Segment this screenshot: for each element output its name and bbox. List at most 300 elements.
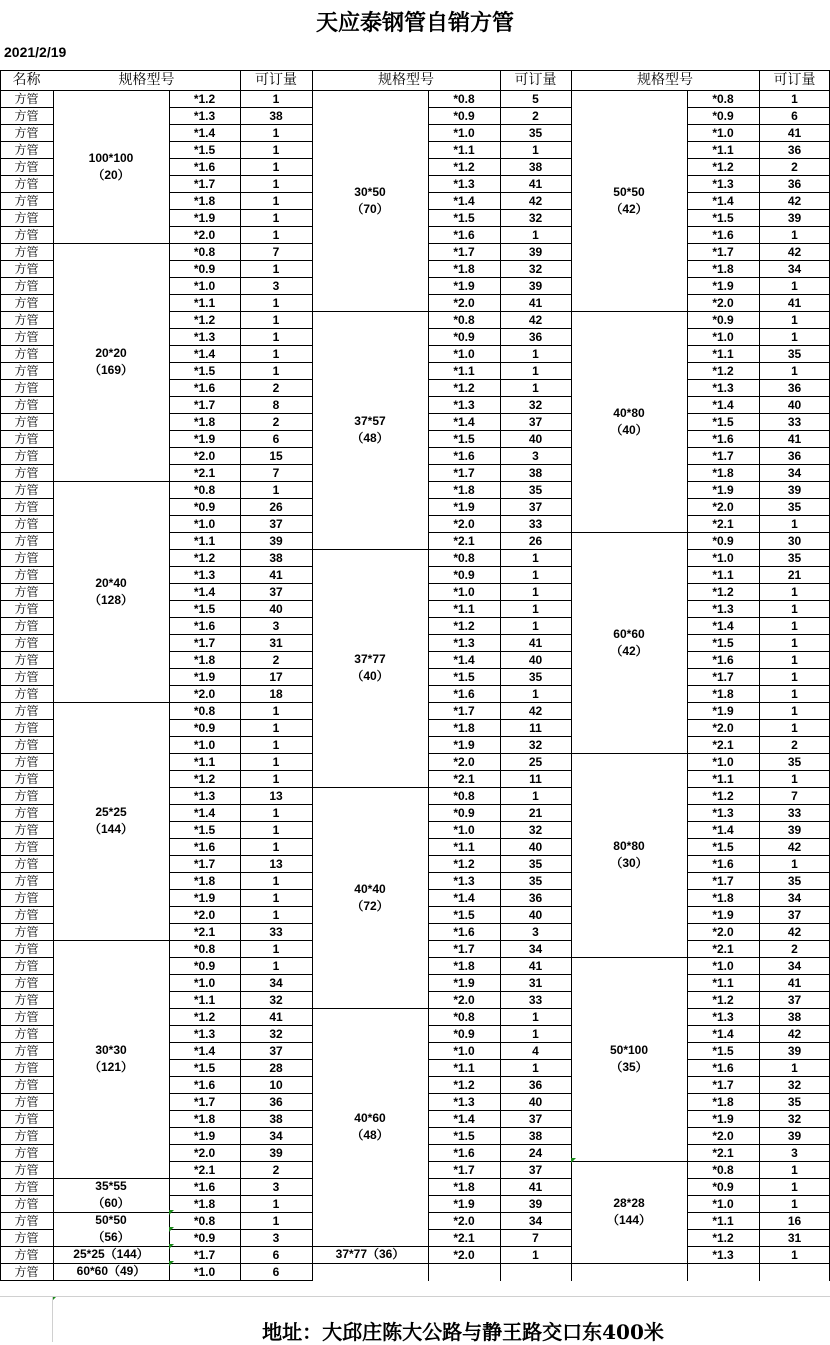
- qty-cell: 39: [787, 210, 802, 225]
- thickness-cell: *1.5: [453, 210, 475, 225]
- thickness-cell: *1.6: [193, 1077, 216, 1092]
- row-name: 方管: [14, 975, 39, 990]
- qty-cell: 36: [787, 142, 802, 157]
- thickness-cell: *1.9: [193, 890, 216, 905]
- qty-cell: 34: [787, 890, 802, 905]
- qty-cell: 1: [272, 754, 280, 769]
- qty-cell: 40: [787, 397, 802, 412]
- row-name: 方管: [14, 754, 39, 769]
- grid-line: [0, 1093, 54, 1094]
- qty-cell: 1: [272, 703, 280, 718]
- qty-cell: 3: [532, 448, 539, 463]
- qty-cell: 25: [528, 754, 543, 769]
- qty-cell: 35: [787, 1094, 802, 1109]
- grid-line: [0, 158, 54, 159]
- thickness-cell: *1.4: [453, 193, 475, 208]
- thickness-cell: *0.8: [453, 550, 475, 565]
- qty-cell: 41: [528, 958, 543, 973]
- comment-marker-icon: [169, 1244, 174, 1249]
- qty-cell: 40: [528, 839, 543, 854]
- grid-line: [53, 90, 54, 1281]
- grid-line: [0, 192, 54, 193]
- qty-cell: 1: [791, 329, 798, 344]
- thickness-cell: *0.9: [193, 1230, 216, 1245]
- qty-cell: 1: [272, 210, 280, 225]
- qty-cell: 42: [787, 193, 802, 208]
- grid-line: [0, 1229, 54, 1230]
- thickness-cell: *0.9: [712, 108, 734, 123]
- thickness-cell: *1.0: [453, 584, 475, 599]
- qty-cell: 34: [787, 958, 802, 973]
- grid-line: [312, 1263, 429, 1264]
- thickness-cell: *1.4: [712, 822, 734, 837]
- qty-cell: 1: [791, 1179, 798, 1194]
- grid-line: [0, 583, 54, 584]
- thickness-cell: *1.3: [453, 397, 475, 412]
- qty-cell: 41: [787, 975, 802, 990]
- qty-cell: 37: [269, 1043, 283, 1058]
- size-label: 50*50 （42）: [610, 184, 648, 216]
- thickness-cell: *2.1: [712, 516, 734, 531]
- thickness-cell: *1.7: [453, 465, 475, 480]
- comment-marker-icon: [169, 1261, 174, 1266]
- grid-line: [0, 787, 54, 788]
- thickness-cell: *2.0: [712, 924, 734, 939]
- qty-cell: 32: [528, 737, 543, 752]
- qty-cell: 40: [528, 652, 543, 667]
- thickness-cell: *1.6: [453, 924, 475, 939]
- grid-line: [0, 753, 54, 754]
- qty-cell: 4: [532, 1043, 539, 1058]
- thickness-cell: *1.4: [453, 1111, 475, 1126]
- grid-line: [571, 1263, 688, 1264]
- thickness-cell: *1.5: [453, 431, 475, 446]
- thickness-cell: *1.0: [712, 550, 734, 565]
- qty-cell: 32: [269, 1026, 283, 1041]
- thickness-cell: *1.3: [193, 1026, 216, 1041]
- grid-line: [0, 702, 54, 703]
- row-name: 方管: [14, 414, 39, 429]
- thickness-cell: *1.9: [453, 499, 475, 514]
- thickness-cell: *0.9: [193, 499, 216, 514]
- grid-line: [0, 889, 54, 890]
- qty-cell: 39: [787, 1128, 802, 1143]
- qty-cell: 1: [791, 91, 798, 106]
- thickness-cell: *1.3: [453, 176, 475, 191]
- qty-cell: 41: [269, 567, 283, 582]
- qty-cell: 39: [528, 244, 543, 259]
- thickness-cell: *1.5: [193, 363, 216, 378]
- thickness-cell: *1.2: [712, 992, 734, 1007]
- qty-cell: 32: [528, 261, 543, 276]
- grid-line: [0, 719, 54, 720]
- thickness-cell: *1.3: [712, 1247, 734, 1262]
- qty-cell: 1: [532, 1009, 539, 1024]
- thickness-cell: *1.7: [193, 635, 216, 650]
- qty-cell: 7: [272, 465, 280, 480]
- thickness-cell: *1.9: [712, 1111, 734, 1126]
- qty-cell: 1: [272, 176, 280, 191]
- row-name: 方管: [14, 618, 39, 633]
- thickness-cell: *1.1: [712, 142, 734, 157]
- thickness-cell: *1.3: [193, 567, 216, 582]
- thickness-cell: *1.3: [712, 601, 734, 616]
- qty-cell: 1: [272, 227, 280, 242]
- thickness-cell: *0.9: [193, 720, 216, 735]
- qty-cell: 1: [272, 363, 280, 378]
- qty-cell: 33: [528, 516, 543, 531]
- row-name: 方管: [14, 363, 39, 378]
- qty-cell: 1: [791, 669, 798, 684]
- qty-cell: 32: [528, 822, 543, 837]
- thickness-cell: *1.6: [453, 448, 475, 463]
- header-spec-3: 规格型号: [637, 72, 693, 88]
- qty-cell: 33: [528, 992, 543, 1007]
- grid-line: [0, 906, 54, 907]
- thickness-cell: *1.0: [453, 1043, 475, 1058]
- thickness-cell: *1.9: [712, 907, 734, 922]
- grid-line: [169, 1280, 313, 1281]
- thickness-cell: *1.8: [453, 482, 475, 497]
- qty-cell: 13: [269, 856, 283, 871]
- row-name: 方管: [14, 550, 39, 565]
- thickness-cell: *1.8: [193, 652, 216, 667]
- qty-cell: 1: [272, 941, 280, 956]
- thickness-cell: *1.0: [193, 737, 216, 752]
- thickness-cell: *2.1: [193, 1162, 216, 1177]
- row-name: 方管: [14, 295, 39, 310]
- qty-cell: 37: [528, 414, 543, 429]
- grid-line: [0, 566, 54, 567]
- thickness-cell: *1.5: [712, 414, 734, 429]
- row-name: 方管: [14, 1009, 39, 1024]
- grid-line: [0, 345, 54, 346]
- thickness-cell: *0.8: [193, 482, 216, 497]
- qty-cell: 1: [791, 618, 798, 633]
- grid-line: [0, 600, 54, 601]
- qty-cell: 1: [272, 91, 280, 106]
- thickness-cell: *1.1: [453, 363, 475, 378]
- row-name: 方管: [14, 193, 39, 208]
- row-name: 方管: [14, 788, 39, 803]
- header-spec-2: 规格型号: [378, 72, 434, 88]
- row-name: 方管: [14, 907, 39, 922]
- qty-cell: 39: [269, 533, 283, 548]
- grid-line: [428, 90, 429, 1281]
- thickness-cell: *1.7: [193, 1094, 216, 1109]
- qty-cell: 1: [272, 193, 280, 208]
- thickness-cell: *1.5: [453, 1128, 475, 1143]
- grid-line: [0, 277, 54, 278]
- thickness-cell: *1.5: [193, 822, 216, 837]
- thickness-cell: *1.7: [712, 873, 734, 888]
- thickness-cell: *1.3: [712, 805, 734, 820]
- grid-line: [0, 515, 54, 516]
- thickness-cell: *2.0: [453, 754, 475, 769]
- thickness-cell: *0.9: [712, 312, 734, 327]
- row-name: 方管: [14, 1162, 39, 1177]
- grid-line: [0, 70, 1, 1281]
- thickness-cell: *1.5: [712, 210, 734, 225]
- qty-cell: 15: [269, 448, 283, 463]
- grid-line: [759, 70, 760, 1281]
- thickness-cell: *2.0: [193, 1145, 216, 1160]
- qty-cell: 41: [528, 1179, 543, 1194]
- row-name: 方管: [14, 278, 39, 293]
- qty-cell: 40: [528, 431, 543, 446]
- thickness-cell: *2.0: [712, 499, 734, 514]
- qty-cell: 39: [787, 822, 802, 837]
- thickness-cell: *2.0: [193, 686, 216, 701]
- qty-cell: 10: [269, 1077, 283, 1092]
- thickness-cell: *1.2: [712, 788, 734, 803]
- thickness-cell: *1.4: [712, 618, 734, 633]
- footer-divider: [0, 1296, 830, 1297]
- grid-line: [0, 209, 54, 210]
- thickness-cell: *1.8: [712, 465, 734, 480]
- thickness-cell: *2.1: [193, 924, 216, 939]
- qty-cell: 35: [528, 125, 543, 140]
- qty-cell: 1: [791, 720, 798, 735]
- thickness-cell: *1.5: [712, 635, 734, 650]
- qty-cell: 1: [272, 1196, 280, 1211]
- qty-cell: 40: [528, 907, 543, 922]
- row-name: 方管: [14, 465, 39, 480]
- thickness-cell: *2.0: [712, 1128, 734, 1143]
- thickness-cell: *1.1: [712, 346, 734, 361]
- thickness-cell: *2.1: [453, 771, 475, 786]
- grid-line: [0, 260, 54, 261]
- row-name: 方管: [14, 312, 39, 327]
- row-name: 方管: [14, 601, 39, 616]
- header-name: 名称: [12, 72, 41, 88]
- grid-line: [0, 1246, 54, 1247]
- thickness-cell: *1.7: [453, 1162, 475, 1177]
- qty-cell: 1: [791, 771, 798, 786]
- thickness-cell: *1.7: [193, 397, 216, 412]
- qty-cell: 1: [791, 278, 798, 293]
- qty-cell: 7: [532, 1230, 539, 1245]
- thickness-cell: *1.0: [453, 822, 475, 837]
- qty-cell: 1: [532, 584, 539, 599]
- qty-cell: 2: [791, 737, 798, 752]
- thickness-cell: *1.8: [712, 261, 734, 276]
- thickness-cell: *1.9: [712, 703, 734, 718]
- qty-cell: 2: [272, 414, 280, 429]
- qty-cell: 35: [787, 873, 802, 888]
- grid-line: [0, 1144, 54, 1145]
- thickness-cell: *1.1: [193, 295, 216, 310]
- thickness-cell: *1.2: [193, 312, 216, 327]
- thickness-cell: *1.5: [193, 1060, 216, 1075]
- grid-line: [0, 974, 54, 975]
- qty-cell: 1: [272, 312, 280, 327]
- thickness-cell: *2.1: [712, 941, 734, 956]
- qty-cell: 1: [272, 890, 280, 905]
- qty-cell: 1: [532, 227, 539, 242]
- size-label: 50*100 （35）: [609, 1043, 649, 1074]
- qty-cell: 1: [272, 261, 280, 276]
- date-label: 2021/2/19: [4, 44, 67, 60]
- thickness-cell: *1.2: [712, 363, 734, 378]
- thickness-cell: *1.4: [712, 397, 734, 412]
- grid-line: [0, 1008, 54, 1009]
- thickness-cell: *1.9: [453, 737, 475, 752]
- grid-line: [0, 1161, 54, 1162]
- thickness-cell: *1.4: [453, 652, 475, 667]
- qty-cell: 1: [532, 618, 539, 633]
- qty-cell: 1: [791, 601, 798, 616]
- thickness-cell: *1.0: [712, 125, 734, 140]
- thickness-cell: *0.8: [453, 1009, 475, 1024]
- row-name: 方管: [14, 108, 39, 123]
- qty-cell: 34: [528, 1213, 543, 1228]
- row-name: 方管: [14, 1230, 39, 1245]
- qty-cell: 1: [272, 958, 280, 973]
- thickness-cell: *1.9: [712, 278, 734, 293]
- thickness-cell: *0.8: [193, 244, 216, 259]
- row-name: 方管: [14, 1196, 39, 1211]
- grid-line: [0, 430, 54, 431]
- row-name: 方管: [14, 142, 39, 157]
- thickness-cell: *2.1: [453, 1230, 475, 1245]
- thickness-cell: *1.0: [712, 329, 734, 344]
- qty-cell: 37: [787, 907, 802, 922]
- qty-cell: 1: [272, 805, 280, 820]
- thickness-cell: *1.9: [193, 1128, 216, 1143]
- thickness-cell: *1.1: [193, 533, 216, 548]
- qty-cell: 41: [528, 295, 543, 310]
- qty-cell: 3: [791, 1145, 798, 1160]
- qty-cell: 42: [787, 1026, 802, 1041]
- qty-cell: 30: [787, 533, 802, 548]
- thickness-cell: *0.8: [453, 788, 475, 803]
- qty-cell: 2: [272, 652, 280, 667]
- row-name: 方管: [14, 720, 39, 735]
- row-name: 方管: [14, 1213, 39, 1228]
- thickness-cell: *1.5: [193, 601, 216, 616]
- qty-cell: 1: [532, 142, 539, 157]
- grid-line: [687, 90, 688, 1281]
- header-qty-3: 可订量: [773, 72, 816, 88]
- qty-cell: 35: [528, 873, 543, 888]
- qty-cell: 41: [528, 635, 543, 650]
- qty-cell: 37: [528, 499, 543, 514]
- grid-line: [0, 770, 54, 771]
- qty-cell: 42: [787, 924, 802, 939]
- qty-cell: 1: [272, 873, 280, 888]
- qty-cell: 39: [269, 1145, 283, 1160]
- grid-line: [0, 821, 54, 822]
- thickness-cell: *1.6: [453, 227, 475, 242]
- qty-cell: 28: [269, 1060, 283, 1075]
- grid-line: [0, 1042, 54, 1043]
- row-name: 方管: [14, 567, 39, 582]
- thickness-cell: *1.7: [193, 856, 216, 871]
- thickness-cell: *2.0: [712, 295, 734, 310]
- row-name: 方管: [14, 584, 39, 599]
- row-name: 方管: [14, 822, 39, 837]
- size-label: 37*57 （48）: [351, 414, 389, 445]
- qty-cell: 1: [532, 1247, 539, 1262]
- qty-cell: 21: [528, 805, 543, 820]
- thickness-cell: *1.1: [712, 771, 734, 786]
- qty-cell: 32: [787, 1111, 802, 1126]
- qty-cell: 1: [272, 329, 280, 344]
- qty-cell: 40: [528, 1094, 543, 1109]
- thickness-cell: *1.7: [712, 448, 734, 463]
- qty-cell: 1: [272, 839, 280, 854]
- row-name: 方管: [14, 329, 39, 344]
- comment-marker-icon: [169, 1210, 174, 1215]
- grid-line: [0, 1280, 54, 1281]
- header-qty-2: 可订量: [514, 72, 557, 88]
- size-label: 50*50 （56）: [92, 1213, 130, 1244]
- thickness-cell: *1.2: [712, 584, 734, 599]
- grid-line: [0, 1127, 54, 1128]
- thickness-cell: *1.6: [712, 431, 734, 446]
- thickness-cell: *1.8: [712, 1094, 734, 1109]
- size-label: 60*60 （42）: [610, 626, 648, 658]
- thickness-cell: *2.0: [712, 720, 734, 735]
- page-title: 天应泰钢管自销方管: [315, 10, 514, 36]
- grid-line: [0, 141, 54, 142]
- qty-cell: 32: [528, 397, 543, 412]
- thickness-cell: *2.0: [453, 992, 475, 1007]
- thickness-cell: *1.6: [712, 227, 734, 242]
- qty-cell: 35: [528, 856, 543, 871]
- thickness-cell: *1.7: [453, 941, 475, 956]
- size-label: 37*77（36）: [335, 1247, 405, 1261]
- row-name: 方管: [14, 159, 39, 174]
- grid-line: [0, 124, 54, 125]
- thickness-cell: *1.0: [712, 958, 734, 973]
- thickness-cell: *1.8: [453, 720, 475, 735]
- row-name: 方管: [14, 1094, 39, 1109]
- qty-cell: 38: [528, 465, 543, 480]
- thickness-cell: *1.6: [712, 652, 734, 667]
- qty-cell: 1: [532, 346, 539, 361]
- thickness-cell: *1.4: [193, 1043, 216, 1058]
- grid-line: [0, 362, 54, 363]
- qty-cell: 42: [528, 193, 543, 208]
- qty-cell: 1: [791, 1060, 798, 1075]
- row-name: 方管: [14, 924, 39, 939]
- thickness-cell: *1.7: [712, 1077, 734, 1092]
- row-name: 方管: [14, 890, 39, 905]
- qty-cell: 1: [791, 856, 798, 871]
- grid-line: [0, 838, 54, 839]
- qty-cell: 1: [791, 1162, 798, 1177]
- row-name: 方管: [14, 1145, 39, 1160]
- grid-line: [0, 617, 54, 618]
- qty-cell: 18: [269, 686, 283, 701]
- grid-line: [0, 549, 54, 550]
- grid-line: [0, 396, 54, 397]
- thickness-cell: *1.1: [453, 839, 475, 854]
- grid-line: [0, 736, 54, 737]
- qty-cell: 37: [787, 992, 802, 1007]
- row-name: 方管: [14, 1043, 39, 1058]
- comment-marker-icon: [169, 1227, 174, 1232]
- row-name: 方管: [14, 1060, 39, 1075]
- qty-cell: 42: [787, 839, 802, 854]
- thickness-cell: *1.6: [193, 839, 216, 854]
- thickness-cell: *1.3: [712, 176, 734, 191]
- row-name: 方管: [14, 686, 39, 701]
- grid-line: [0, 1195, 54, 1196]
- thickness-cell: *1.3: [712, 380, 734, 395]
